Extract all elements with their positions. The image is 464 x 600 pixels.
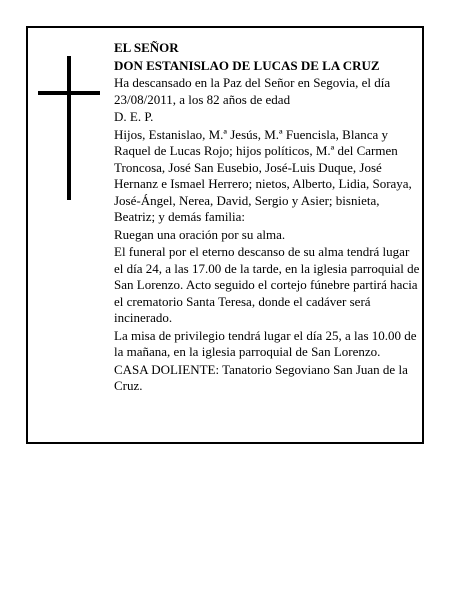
rip-text: D. E. P. bbox=[114, 109, 154, 124]
mourning-house: CASA DOLIENTE: Tanatorio Segoviano San Juan de la Cruz. bbox=[114, 361, 408, 393]
notice-heading: EL SEÑOR bbox=[114, 40, 179, 55]
death-info: Ha descansado en la Paz del Señor en Segovia, el día 23/08/2011, a los 82 años de edad bbox=[114, 75, 391, 107]
cross-vertical-bar bbox=[67, 56, 71, 200]
family-list: Hijos, Estanislao, M.ª Jesús, M.ª Fuencisla, Blanca y Raquel de Lucas Rojo; hijos políticos, M.ª del Carmen Troncosa, José San Eusebio, José-Luis Duque, José Hernanz e Ismael Herrero; nietos, Alberto, Lidia, Soraya, José-Ángel, Nerea, David, Sergio y Asier; bisnieta, Beatriz; y demás familia: bbox=[114, 126, 412, 224]
mass-details: La misa de privilegio tendrá lugar el día 25, a las 10.00 de la mañana, en la iglesia parroquial de San Lorenzo. bbox=[114, 327, 417, 359]
obituary-notice bbox=[26, 26, 424, 444]
obituary-text bbox=[114, 40, 420, 396]
cross-horizontal-bar bbox=[38, 91, 100, 95]
deceased-name: DON ESTANISLAO DE LUCAS DE LA CRUZ bbox=[114, 57, 380, 73]
funeral-details: El funeral por el eterno descanso de su alma tendrá lugar el día 24, a las 17.00 de la tarde, en la iglesia parroquial de San Lorenzo. Acto seguido el cortejo fúnebre partirá hacia el crematorio Santa Teresa, donde el cadáver será incinerado. bbox=[114, 244, 420, 325]
prayer-request: Ruegan una oración por su alma. bbox=[114, 226, 286, 242]
cross-icon bbox=[38, 56, 100, 200]
